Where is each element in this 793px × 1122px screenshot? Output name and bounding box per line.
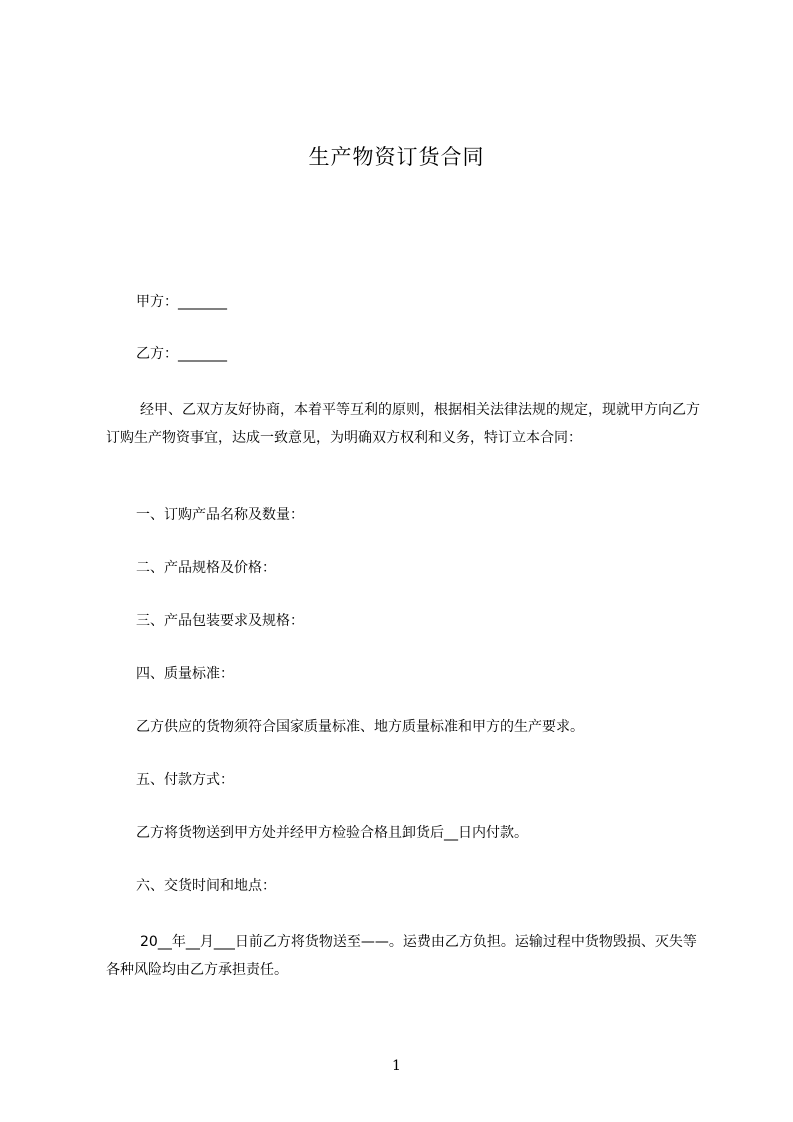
section-4-heading: 四、质量标准： (136, 666, 234, 682)
section-6-heading: 六、交货时间和地点： (136, 878, 276, 894)
section-4-body: 乙方供应的货物须符合国家质量标准、地方质量标准和甲方的生产要求。 (136, 719, 584, 735)
party-a-line: 甲方：_______ (136, 294, 227, 310)
section-1-heading: 一、订购产品名称及数量： (136, 507, 304, 523)
section-2-heading: 二、产品规格及价格： (136, 560, 276, 576)
section-5-body: 乙方将货物送到甲方处并经甲方检验合格且卸货后__日内付款。 (136, 825, 528, 841)
section-3-heading: 三、产品包装要求及规格： (136, 613, 304, 629)
party-b-line: 乙方：_______ (136, 346, 227, 362)
section-5-heading: 五、付款方式： (136, 772, 234, 788)
section-6-body: 20__年__月___日前乙方将货物送至——。运费由乙方负担。运输过程中货物毁损、灭失等各种风险均由乙方承担责任。 (106, 934, 697, 978)
page-number: 1 (392, 1058, 401, 1074)
intro-paragraph: 经甲、乙双方友好协商，本着平等互利的原则，根据相关法律法规的规定，现就甲方向乙方订购生产物资事宜，达成一致意见，为明确双方权利和义务，特订立本合同： (106, 402, 700, 446)
document-title: 生产物资订货合同 (308, 145, 485, 169)
